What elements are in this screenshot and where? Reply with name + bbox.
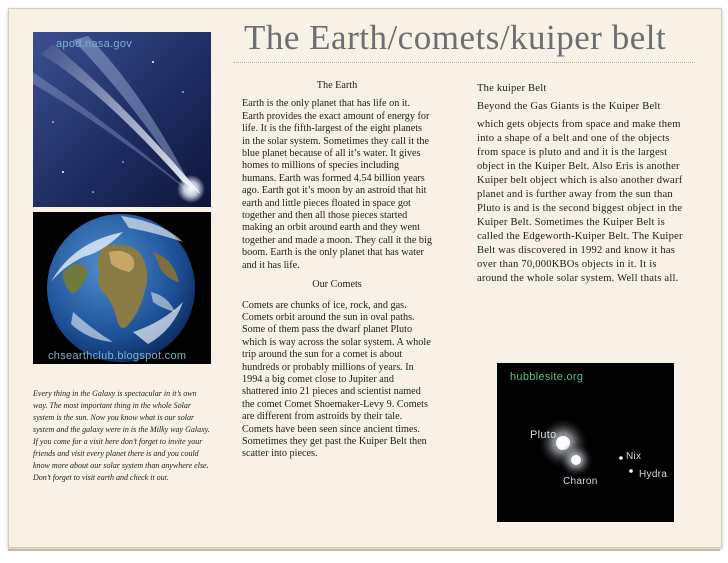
pluto-image-credit: hubblesite.org [510, 371, 584, 383]
earth-image-credit: chsearthclub.blogspot.com [48, 350, 187, 362]
right-column [477, 82, 688, 286]
earth-heading: The Earth [316, 80, 358, 91]
nix-label: Nix [626, 451, 642, 462]
comet-image-credit: apod.nasa.gov [56, 38, 133, 50]
title-divider [233, 62, 695, 63]
pluto-picture [497, 363, 674, 522]
kuiper-intro: Beyond the Gas Giants is the Kuiper Belt [477, 101, 661, 112]
comets-body: Comets are chunks of ice, rock, and gas. Comets orbit around the sun in oval paths. Some of them pass the dwarf planet Pluto which is way across the solar system. A whole trip around the sun for a comet is about hundreds or probably millions of years. In 1994 a big comet close to Jupiter and shattered into 21 pieces and scientist named the comet Comet Shoemaker-Levy 9. Comets are different from astroids by their tale. Comets have been seen since ancient times. Sometimes they get past the Kuiper Belt then scatter into pieces. [242, 299, 431, 460]
page-title: The Earth/comets/kuiper belt [244, 18, 667, 57]
pluto-label: Pluto [530, 429, 557, 441]
kuiper-body: which gets objects from space and make them into a shape of a belt and one of the objects from space is pluto and and it is the largest object in the Kuiper Belt. Also Eris is another Kuiper belt object which is also another dwarf planet and is further away from the sun than Pluto is and is the second biggest object in the Kuiper Belt. Sometimes the Kuiper Belt is called the Edgeworth-Kuiper Belt. The Kuiper Belt was discovered in 1992 and know it has over than 70,000KBOs objects in it. It is around the whole solar system. Well thats all. [477, 119, 683, 284]
kuiper-heading: The kuiper Belt [477, 83, 547, 94]
comet-picture [33, 32, 211, 207]
bottom-rule [8, 549, 720, 551]
charon-label: Charon [563, 476, 598, 487]
hydra-label: Hydra [639, 469, 668, 480]
pluto-image [497, 363, 674, 522]
middle-column [242, 80, 432, 461]
earth-body: Earth is the only planet that has life on it. Earth provides the exact amount of energy for life. It is the fifth-largest of the eight planets in the solar system. Sometimes they call it the blue planet because of all it’s water. It gives homes to millions of species including humans. Earth was formed 4.54 billion years ago. Earth got it’s moon by an astroid that hit earth and little pieces floated in space got together and then all those pieces started making an orbit around earth and they went together and made a moon. They call it the big boom. Earth is the only planet that has water and it has life. [242, 98, 432, 271]
earth-image [33, 212, 211, 364]
earth-picture [33, 212, 211, 364]
left-note-text: Every thing in the Galaxy is spectacular in it’s own way. The most important thing in the whole Solar system is the sun. Now you know what is our solar system and the galaxy were in is the Milky way Galaxy. If you come for a visit here don’t forget to invite your friends and visit every planet there is and you could know more about our solar system than anywhere else. Don’t forget to visit earth and check it out. [33, 389, 210, 482]
comet-image [33, 32, 211, 207]
comets-heading: Our Comets [312, 279, 362, 291]
